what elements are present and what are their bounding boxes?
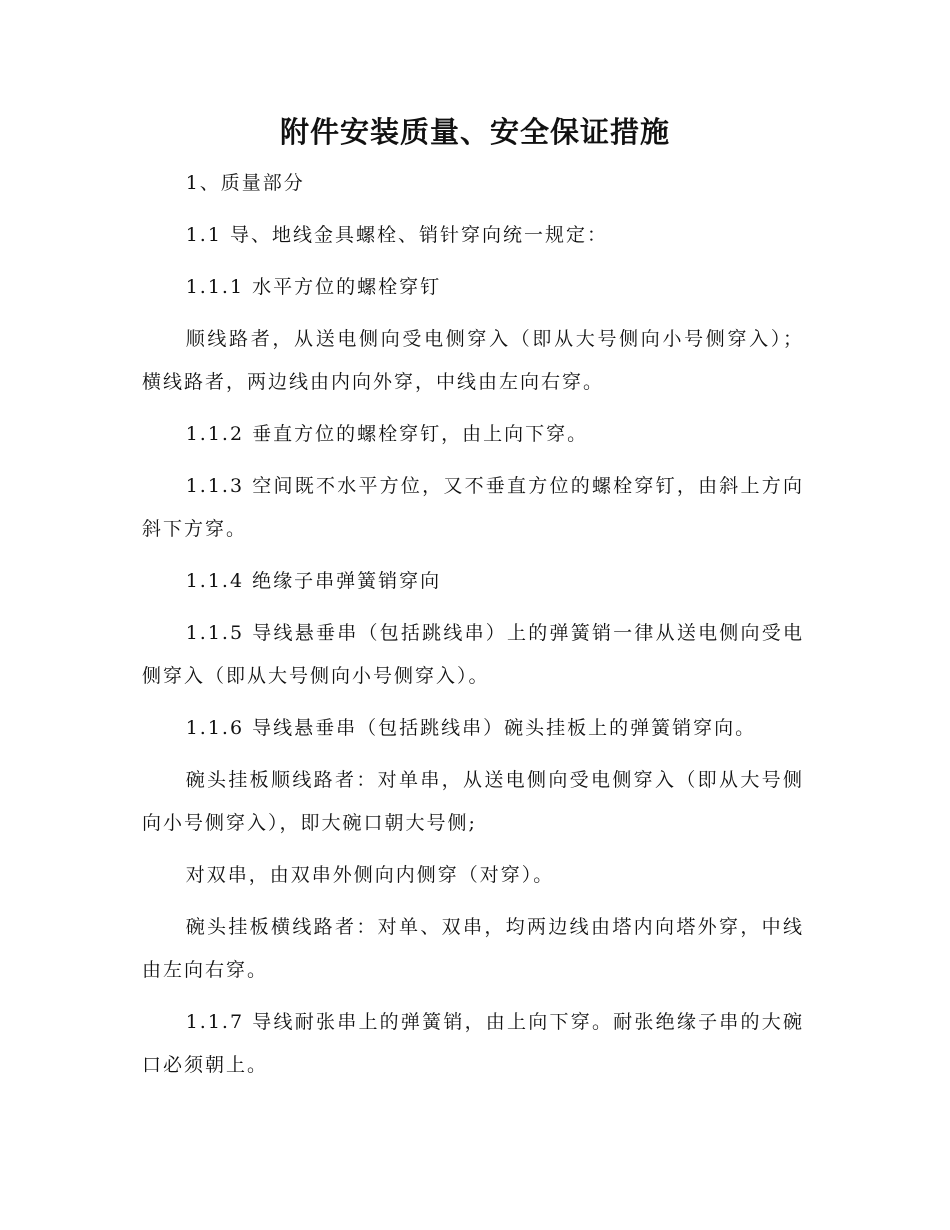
paragraph-1-1: 1.1 导、地线金具螺栓、销针穿向统一规定： xyxy=(185,224,608,246)
paragraph-1-1-7: 1.1.7 导线耐张串上的弹簧销，由上向下穿。耐张绝缘子串的大碗口必须朝上。 xyxy=(142,1011,804,1076)
paragraph-1-1-5: 1.1.5 导线悬垂串（包括跳线串）上的弹簧销一律从送电侧向受电侧穿入（即从大号侧向小号侧穿入）。 xyxy=(142,622,804,687)
paragraph-double-string: 对双串，由双串外侧向内侧穿（对穿）。 xyxy=(185,864,555,886)
document-title: 附件安装质量、安全保证措施 xyxy=(279,115,670,149)
paragraph-horizontal-bolts: 顺线路者，从送电侧向受电侧穿入（即从大号侧向小号侧穿入）；横线路者，两边线由内向外穿，中线由左向右穿。 xyxy=(142,328,804,393)
paragraph-transverse-plate: 碗头挂板横线路者：对单、双串，均两边线由塔内向塔外穿，中线由左向右穿。 xyxy=(142,916,804,981)
paragraph-1-1-4: 1.1.4 绝缘子串弹簧销穿向 xyxy=(185,570,442,592)
document-body xyxy=(142,162,804,1096)
paragraph-quality-section: 1、质量部分 xyxy=(185,172,305,194)
paragraph-single-string: 碗头挂板顺线路者：对单串，从送电侧向受电侧穿入（即从大号侧向小号侧穿入），即大碗口朝大号侧; xyxy=(142,769,804,834)
paragraph-1-1-1: 1.1.1 水平方位的螺栓穿钉 xyxy=(185,276,442,298)
paragraph-1-1-2: 1.1.2 垂直方位的螺栓穿钉，由上向下穿。 xyxy=(185,423,589,445)
paragraph-1-1-6: 1.1.6 导线悬垂串（包括跳线串）碗头挂板上的弹簧销穿向。 xyxy=(185,717,757,739)
paragraph-1-1-3: 1.1.3 空间既不水平方位，又不垂直方位的螺栓穿钉，由斜上方向斜下方穿。 xyxy=(142,475,804,540)
